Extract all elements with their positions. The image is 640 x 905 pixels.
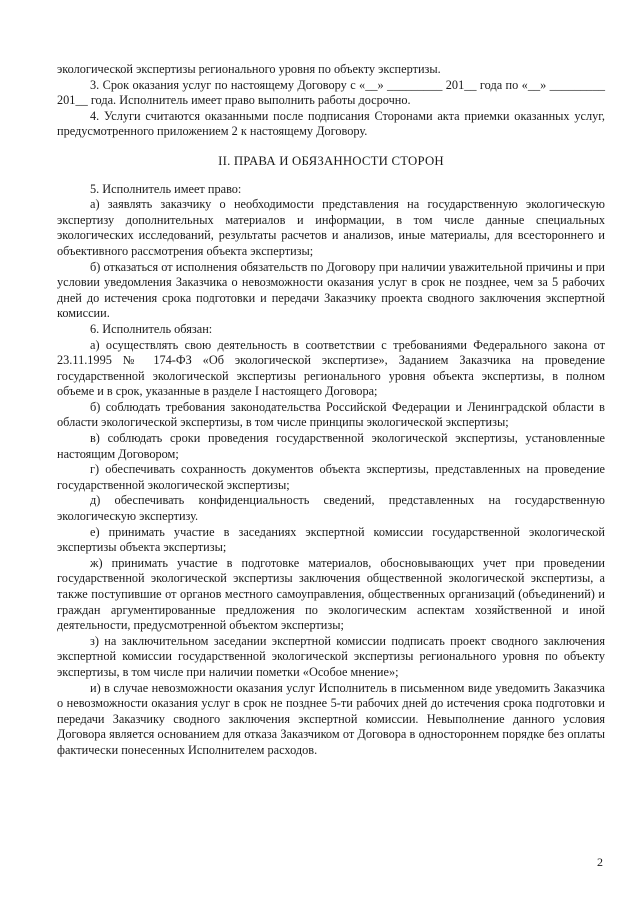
paragraph-clause-3: 3. Срок оказания услуг по настоящему Договору с «__» _________ 201__ года по «__» _________ 201__ года. Исполнитель имеет право выполнить работы досрочно. [57, 77, 605, 108]
paragraph-clause-4: 4. Услуги считаются оказанными после подписания Сторонами акта приемки оказанных услуг, предусмотренного приложением 2 к настоящему Договору. [57, 108, 605, 139]
page-number: 2 [597, 855, 603, 869]
paragraph-clause-5: 5. Исполнитель имеет право: [90, 181, 242, 196]
paragraph-clause-6i: и) в случае невозможности оказания услуг Исполнитель в письменном виде уведомить Заказчика о невозможности оказания услуг в срок не позднее 5-ти рабочих дней до истечения срока подготовки и передачи Заказчику сводного заключения экспертной комиссии. Невыполнение данного условия Договора является основанием для отказа Заказчиком от Договора в одностороннем порядке без оплаты фактически понесенных Исполнителем расходов. [57, 680, 605, 757]
paragraph-clause-6zh: ж) принимать участие в подготовке материалов, обосновывающих учет при проведении государственной экологической экспертизы заключения общественной экологической экспертизы, а также поступившие от органов местного самоуправления, общественных организаций (объединений) и граждан аргументированные предложения по экологическим аспектам хозяйственной и иной деятельности, предусмотренной объектом экспертизы; [57, 555, 605, 633]
paragraph-clause-5a: а) заявлять заказчику о необходимости представления на государственную экологическую экспертизу дополнительных материалов и информации, в том числе данные специальных экологических исследований, результаты расчетов и анализов, иные материалы, для всестороннего и объективного рассмотрения объекта экспертизы; [57, 197, 605, 258]
paragraph-clause-5b: б) отказаться от исполнения обязательств по Договору при наличии уважительной причины и при условии уведомления Заказчика о невозможности оказания услуг в срок не позднее, чем за 5 рабочих дней до истечения срока подготовки и передачи Заказчику проекта сводного заключения экспертной комиссии. [57, 259, 605, 321]
paragraph-clause-6g: г) обеспечивать сохранность документов объекта экспертизы, представленных на проведение государственной экологической экспертизы; [57, 462, 605, 492]
paragraph-clause-6a: а) осуществлять свою деятельность в соответствии с требованиями Федерального закона от 23.11.1995 № 174-ФЗ «Об экологической экспертизе», Заданием Заказчика на проведение государственной экологической экспертизы регионального уровня объекта экспертизы, в полном объеме и в срок, указанные в разделе I настоящего Договора; [57, 337, 605, 399]
document-content [57, 62, 605, 759]
paragraph-clause-6d: д) обеспечивать конфиденциальность сведений, представленных на государственную экологическую экспертизу. [57, 493, 605, 524]
paragraph-clause-6v: в) соблюдать сроки проведения государственной экологической экспертизы, установленные настоящим Договором; [57, 431, 605, 461]
section-title: II. ПРАВА И ОБЯЗАННОСТИ СТОРОН [218, 153, 444, 168]
paragraph-clause-6: 6. Исполнитель обязан: [90, 321, 213, 336]
paragraph-clause-6e: е) принимать участие в заседаниях экспертной комиссии государственной экологической экспертизы объекта экспертизы; [57, 524, 605, 555]
paragraph-clause-6b: б) соблюдать требования законодательства Российской Федерации и Ленинградской области в области экологической экспертизы, в том числе принципы экологической экспертизы; [57, 399, 605, 430]
paragraph-clause-6z: з) на заключительном заседании экспертной комиссии подписать проект сводного заключения экспертной комиссии государственной экологической экспертизы регионального уровня по объекту экспертизы, в том числе при наличии пометки «Особое мнение»; [57, 633, 605, 679]
paragraph-intro-continuation: экологической экспертизы регионального уровня по объекту экспертизы. [57, 62, 441, 76]
